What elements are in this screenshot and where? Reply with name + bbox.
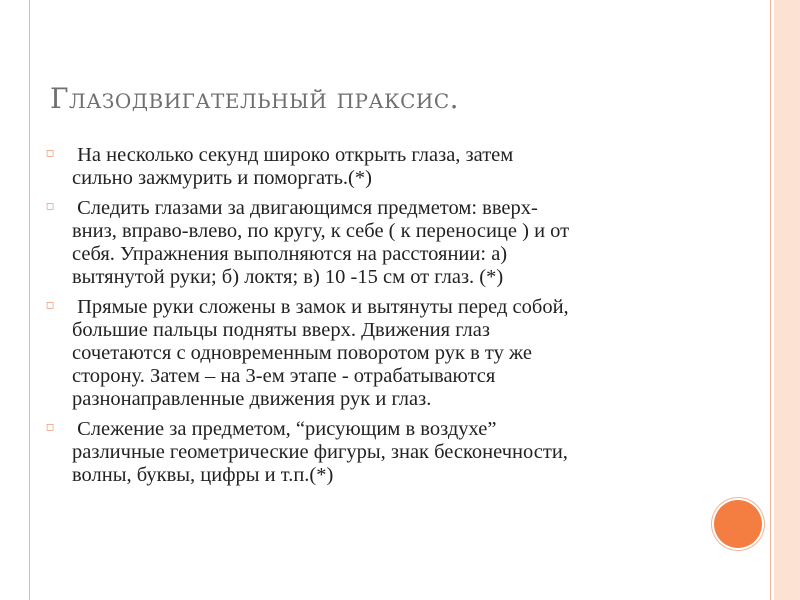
bullet-text: Слежение за предметом, “рисующим в воздухе” различные геометрические фигуры, знак бесконечности, волны, буквы, цифры и т.п.(*) (72, 418, 568, 486)
bullet-text: Следить глазами за двигающимся предметом: вверх- вниз, вправо-влево, по кругу, к себе ( к переносице ) и от себя. Упражнения выполняются на расстоянии: а) вытянутой руки; б) локтя; в) 10 -15 см от глаз. (*) (72, 197, 570, 288)
list-item (42, 197, 692, 289)
frame-right-line (770, 0, 771, 600)
bullet-box-icon: ◻ (45, 300, 55, 311)
decorative-circle (714, 500, 762, 548)
bullet-list (42, 144, 692, 494)
bullet-box-icon: ◻ (45, 148, 55, 159)
list-item (42, 144, 692, 190)
bullet-box-icon: ◻ (45, 201, 55, 212)
bullet-box-icon: ◻ (45, 422, 55, 433)
list-item (42, 296, 692, 411)
bullet-text: На несколько секунд широко открыть глаза, затем сильно зажмурить и поморгать.(*) (72, 144, 514, 189)
frame-side-strip (774, 0, 800, 600)
slide-title: Глазодвигательный праксис. (50, 82, 460, 115)
frame-left-line (29, 0, 30, 600)
list-item (42, 418, 692, 487)
bullet-text: Прямые руки сложены в замок и вытянуты перед собой, большие пальцы подняты вверх. Движения глаз сочетаются с одновременным поворотом рук в ту же сторону. Затем – на 3-ем этапе - отрабатываются разнонаправленные движения рук и глаз. (72, 296, 569, 410)
